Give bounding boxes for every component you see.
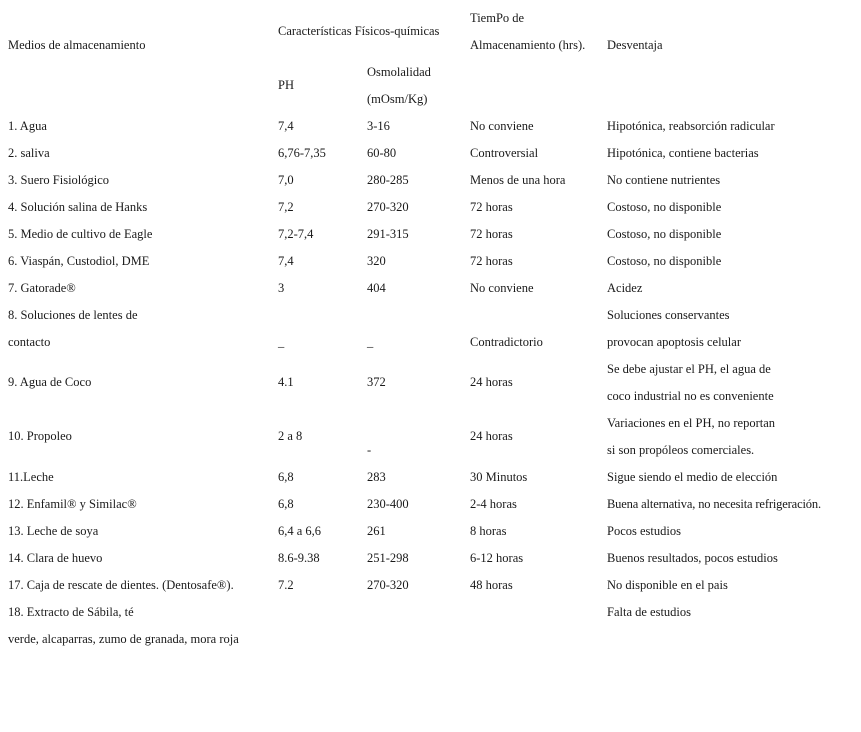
row-medio-line2: verde, alcaparras, zumo de granada, mora roja — [8, 632, 239, 646]
row-osm: 60-80 — [367, 146, 397, 160]
row-tiempo: Contradictorio — [470, 335, 543, 349]
row-medio-line1: 8. Soluciones de lentes de — [8, 308, 138, 322]
row-ph: 6,8 — [278, 497, 294, 511]
row-medio-line2: contacto — [8, 335, 51, 349]
row-medio: 9. Agua de Coco — [8, 375, 92, 389]
row-medio: 10. Propoleo — [8, 429, 72, 443]
row-desventaja: Pocos estudios — [607, 524, 681, 538]
row-desventaja: No contiene nutrientes — [607, 173, 721, 187]
row-osm: - — [367, 443, 372, 457]
row-desventaja: Costoso, no disponible — [607, 200, 722, 214]
row-osm: 320 — [367, 254, 386, 268]
row-osm: 270-320 — [367, 200, 409, 214]
row-ph: 7,2-7,4 — [278, 227, 314, 241]
row-medio: 13. Leche de soya — [8, 524, 99, 538]
row-tiempo: 72 horas — [470, 227, 513, 241]
row-desventaja-line1: Se debe ajustar el PH, el agua de — [607, 362, 771, 376]
row-medio: 17. Caja de rescate de dientes. (Dentosafe®). — [8, 578, 234, 592]
row-desventaja: Acidez — [607, 281, 643, 295]
row-medio: 14. Clara de huevo — [8, 551, 103, 565]
row-desventaja-line2: coco industrial no es conveniente — [607, 389, 774, 403]
row-ph: 7.2 — [278, 578, 294, 592]
row-ph: 4.1 — [278, 375, 294, 389]
row-tiempo: 2-4 horas — [470, 497, 517, 511]
row-tiempo: 24 horas — [470, 429, 513, 443]
row-medio: 2. saliva — [8, 146, 50, 160]
row-ph: 8.6-9.38 — [278, 551, 320, 565]
row-desventaja: Buena alternativa, no necesita refrigeración. — [607, 497, 821, 511]
row-ph: 7,2 — [278, 200, 294, 214]
row-desventaja: Costoso, no disponible — [607, 227, 722, 241]
row-osm: 280-285 — [367, 173, 409, 187]
row-osm: 3-16 — [367, 119, 390, 133]
row-medio: 12. Enfamil® y Similac® — [8, 497, 137, 511]
row-ph: 6,8 — [278, 470, 294, 484]
header-osm-line2: (mOsm/Kg) — [367, 92, 428, 106]
row-ph: 7,4 — [278, 254, 294, 268]
row-tiempo: 48 horas — [470, 578, 513, 592]
row-medio: 5. Medio de cultivo de Eagle — [8, 227, 153, 241]
row-ph: 3 — [278, 281, 285, 295]
row-desventaja-line1: Variaciones en el PH, no reportan — [607, 416, 775, 430]
row-tiempo: 8 horas — [470, 524, 507, 538]
row-ph: _ — [278, 335, 285, 349]
row-desventaja: Hipotónica, reabsorción radicular — [607, 119, 775, 133]
row-desventaja: Hipotónica, contiene bacterias — [607, 146, 759, 160]
row-osm: 230-400 — [367, 497, 409, 511]
row-desventaja: Falta de estudios — [607, 605, 692, 619]
header-desventaja: Desventaja — [607, 38, 663, 52]
row-tiempo: 24 horas — [470, 375, 513, 389]
row-desventaja-line2: si son propóleos comerciales. — [607, 443, 755, 457]
row-osm: 291-315 — [367, 227, 409, 241]
row-ph: 6,76-7,35 — [278, 146, 326, 160]
row-desventaja: Sigue siendo el medio de elección — [607, 470, 778, 484]
row-tiempo: Menos de una hora — [470, 173, 566, 187]
row-desventaja: Buenos resultados, pocos estudios — [607, 551, 778, 565]
row-medio: 4. Solución salina de Hanks — [8, 200, 148, 214]
row-osm: 261 — [367, 524, 386, 538]
row-medio: 3. Suero Fisiológico — [8, 173, 110, 187]
row-osm: 283 — [367, 470, 386, 484]
row-ph: 7,4 — [278, 119, 294, 133]
row-tiempo: 72 horas — [470, 254, 513, 268]
row-tiempo: 30 Minutos — [470, 470, 528, 484]
row-medio: 11.Leche — [8, 470, 54, 484]
row-osm: 372 — [367, 375, 386, 389]
row-medio: 6. Viaspán, Custodiol, DME — [8, 254, 150, 268]
row-medio: 7. Gatorade® — [8, 281, 76, 295]
header-ph: PH — [278, 78, 294, 92]
row-tiempo: 6-12 horas — [470, 551, 524, 565]
row-desventaja-line2: provocan apoptosis celular — [607, 335, 741, 349]
row-medio-line1: 18. Extracto de Sábila, té — [8, 605, 134, 619]
row-tiempo: Controversial — [470, 146, 539, 160]
row-desventaja: No disponible en el pais — [607, 578, 728, 592]
row-ph: 6,4 a 6,6 — [278, 524, 322, 538]
row-ph: 2 a 8 — [278, 429, 303, 443]
header-tiempo-line1: TiemPo de — [470, 11, 525, 25]
row-desventaja-line1: Soluciones conservantes — [607, 308, 730, 322]
row-tiempo: No conviene — [470, 281, 534, 295]
header-tiempo-line2: Almacenamiento (hrs). — [470, 38, 586, 52]
row-medio: 1. Agua — [8, 119, 47, 133]
header-caracteristicas: Características Físicos-químicas — [278, 24, 440, 38]
row-desventaja: Costoso, no disponible — [607, 254, 722, 268]
row-osm: _ — [367, 335, 374, 349]
header-osm-line1: Osmolalidad — [367, 65, 431, 79]
row-osm: 251-298 — [367, 551, 409, 565]
row-tiempo: No conviene — [470, 119, 534, 133]
header-medios: Medios de almacenamiento — [8, 38, 146, 52]
row-osm: 404 — [367, 281, 386, 295]
row-tiempo: 72 horas — [470, 200, 513, 214]
row-osm: 270-320 — [367, 578, 409, 592]
row-ph: 7,0 — [278, 173, 294, 187]
